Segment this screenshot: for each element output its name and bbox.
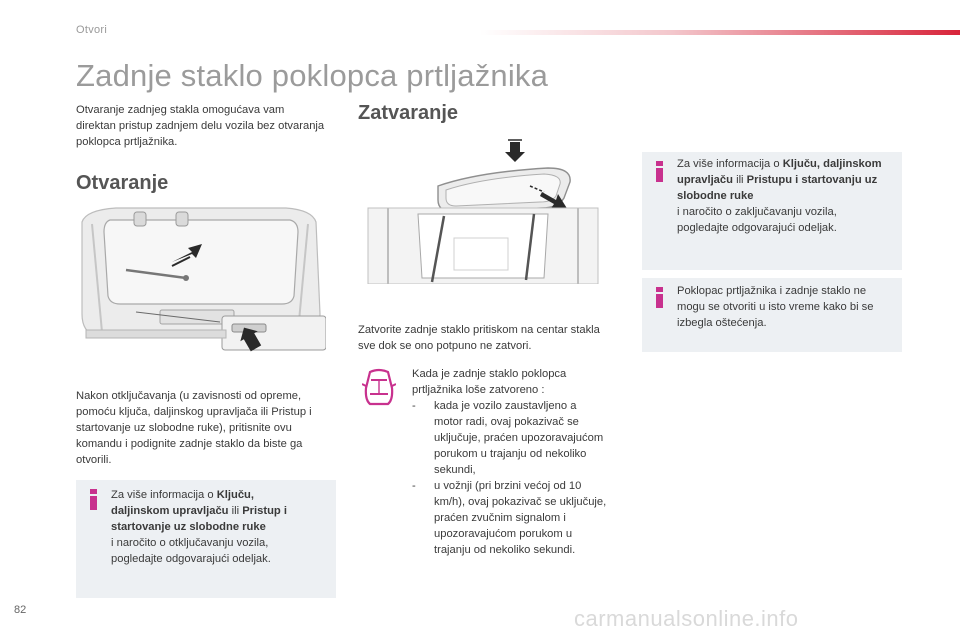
list-item: - u vožnji (pri brzini većoj od 10 km/h), ovaj pokazivač se uključuje, praćen zvučnim signalom i upozoravajućom porukom u trajanju od nekoliko sekundi. bbox=[412, 480, 607, 556]
opening-info-box bbox=[76, 480, 336, 598]
info-icon bbox=[655, 287, 664, 308]
right-info-box-1 bbox=[642, 152, 902, 270]
list-item: - kada je vozilo zaustavljeno a motor radi, ovaj pokazivač se uključuje, praćen upozoravajućom porukom u trajanju od nekoliko sekundi, bbox=[412, 400, 604, 476]
right-info-box-2 bbox=[642, 278, 902, 352]
opening-illustration bbox=[76, 204, 326, 352]
right-info-text-1: Za više informacija o Ključu, daljinskom upravljaču ili Pristupu i startovanju uz slobodne ruke i naročito o zaključavanju vozila, pogledajte odgovarajući odeljak. bbox=[677, 158, 882, 234]
warning-intro: Kada je zadnje staklo poklopca prtljažnika loše zatvoreno : bbox=[412, 368, 567, 396]
opening-info-text: Za više informacija o Ključu, daljinskom upravljaču ili Pristup i startovanje uz slobodne ruke i naročito o otključavanju vozila, pogledajte odgovarajući odeljak. bbox=[111, 489, 287, 565]
page-number: 82 bbox=[14, 604, 27, 616]
closing-text: Zatvorite zadnje staklo pritiskom na centar stakla sve dok se ono potpuno ne zatvori. bbox=[358, 324, 600, 352]
info-icon bbox=[89, 489, 98, 510]
warning-block bbox=[412, 366, 608, 558]
page-title: Zadnje staklo poklopca prtljažnika bbox=[76, 58, 549, 93]
warning-list bbox=[412, 398, 608, 558]
opening-text: Nakon otključavanja (u zavisnosti od opreme, pomoću ključa, daljinskog upravljača ili Pristup i startovanje uz slobodne ruke), pritisnite ovu komandu i podignite zadnje staklo da biste ga otvorili. bbox=[76, 390, 312, 466]
section-header: Otvori bbox=[76, 24, 108, 36]
intro-text: Otvaranje zadnjeg stakla omogućava vam direktan pristup zadnjem delu vozila bez otvaranja poklopca prtljažnika. bbox=[76, 104, 325, 148]
closing-heading: Zatvaranje bbox=[358, 102, 459, 124]
right-info-text-2: Poklopac prtljažnika i zadnje staklo ne mogu se otvoriti u isto vreme kako bi se izbegla oštećenja. bbox=[677, 285, 874, 329]
car-warning-icon bbox=[362, 368, 396, 408]
opening-heading: Otvaranje bbox=[76, 172, 169, 194]
header-accent-bar bbox=[480, 30, 960, 35]
info-icon bbox=[655, 161, 664, 182]
watermark: carmanualsonline.info bbox=[574, 606, 799, 631]
closing-illustration bbox=[358, 138, 608, 284]
